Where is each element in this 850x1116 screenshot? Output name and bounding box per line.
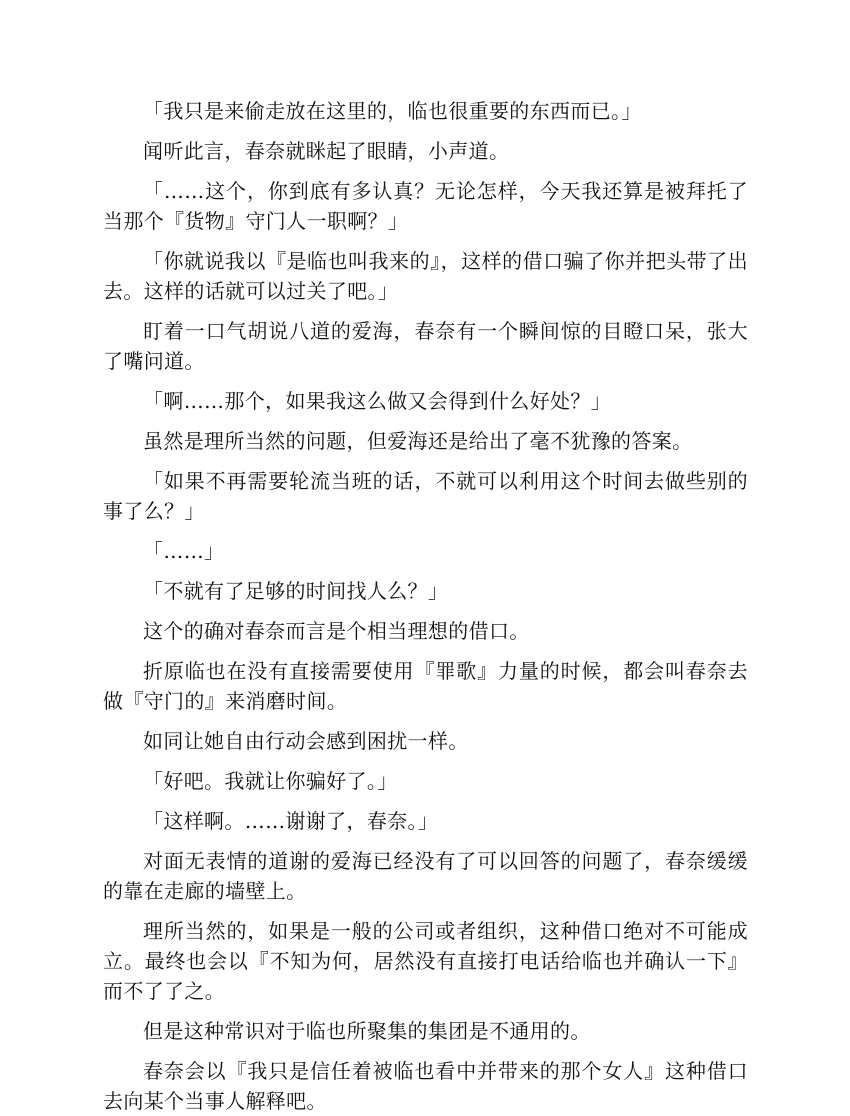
paragraph: 但是这种常识对于临也所聚集的集团是不通用的。 [143, 1019, 591, 1043]
paragraph: 如同让她自由行动会感到困扰一样。 [143, 729, 469, 753]
paragraph: 盯着一口气胡说八道的爱海，春奈有一个瞬间惊的目瞪口呆，张大了嘴问道。 [103, 319, 748, 373]
paragraph: 折原临也在没有直接需要使用『罪歌』力量的时候，都会叫春奈去做『守门的』来消磨时间。 [103, 659, 748, 713]
paragraph: 「……这个，你到底有多认真？无论怎样，今天我还算是被拜托了当那个『货物』守门人一职啊？」 [103, 179, 748, 233]
paragraph: 虽然是理所当然的问题，但爱海还是给出了毫不犹豫的答案。 [143, 429, 693, 453]
paragraph: 「不就有了足够的时间找人么？」 [143, 579, 449, 603]
paragraph: 「这样啊。……谢谢了，春奈。」 [143, 809, 439, 833]
paragraph: 「我只是来偷走放在这里的，临也很重要的东西而已。」 [143, 99, 642, 123]
paragraph: 「……」 [143, 539, 225, 563]
paragraph: 对面无表情的道谢的爱海已经没有了可以回答的问题了，春奈缓缓的靠在走廊的墙壁上。 [103, 849, 748, 903]
paragraph: 理所当然的，如果是一般的公司或者组织，这种借口绝对不可能成立。最终也会以『不知为何，居然没有直接打电话给临也并确认一下』而不了了之。 [103, 919, 748, 1003]
paragraph: 闻听此言，春奈就眯起了眼睛，小声道。 [143, 139, 510, 163]
paragraph: 「你就说我以『是临也叫我来的』，这样的借口骗了你并把头带了出去。这样的话就可以过关了吧。」 [103, 249, 748, 303]
paragraph: 这个的确对春奈而言是个相当理想的借口。 [143, 619, 530, 643]
paragraph: 「啊……那个，如果我这么做又会得到什么好处？」 [143, 389, 612, 413]
paragraph: 「好吧。我就让你骗好了。」 [143, 769, 398, 793]
paragraph: 春奈会以『我只是信任着被临也看中并带来的那个女人』这种借口去向某个当事人解释吧。 [103, 1059, 748, 1113]
paragraph: 「如果不再需要轮流当班的话，不就可以利用这个时间去做些别的事了么？」 [103, 469, 748, 523]
